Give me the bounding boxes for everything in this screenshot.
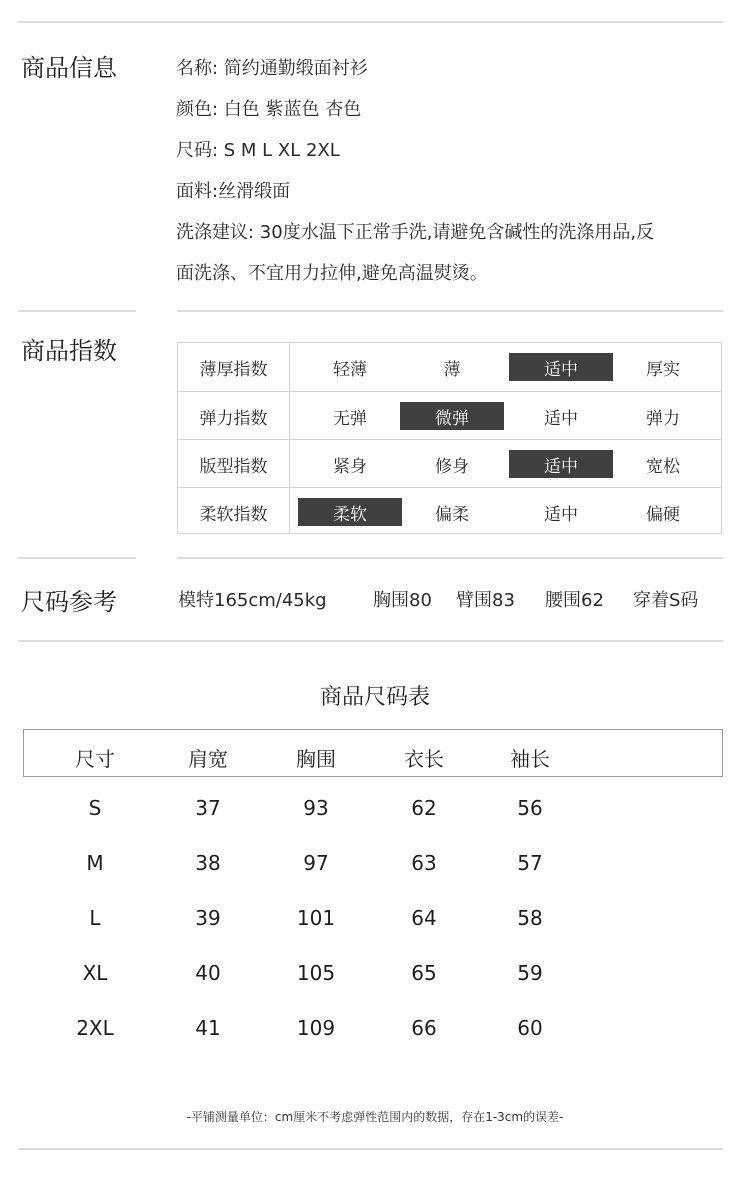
cell-bust: 93: [303, 796, 329, 820]
divider-info-right: [177, 310, 723, 312]
index-option: 轻薄: [333, 359, 367, 380]
index-option: 薄: [443, 359, 461, 380]
cell-size: XL: [82, 961, 108, 985]
cell-size: 2XL: [76, 1016, 114, 1040]
divider-bottom: [18, 1148, 723, 1150]
cell-sleeve: 59: [517, 961, 543, 985]
header-sleeve: 袖长: [510, 747, 550, 771]
cell-shoulder: 38: [195, 851, 221, 875]
cell-shoulder: 39: [195, 906, 221, 930]
index-option: 无弹: [333, 408, 367, 429]
cell-size: S: [88, 796, 102, 820]
size-ref-bust: 胸围80: [373, 590, 432, 611]
section-title-info: 商品信息: [21, 54, 117, 82]
index-option: 宽松: [646, 456, 680, 477]
index-option-selected: 微弹: [400, 402, 504, 430]
divider-ref: [18, 640, 723, 642]
info-wash-line-2: 面洗涤、不宜用力拉伸,避免高温熨烫。: [176, 263, 488, 284]
index-option-selected: 适中: [509, 450, 613, 478]
index-option: 弹力: [646, 408, 680, 429]
cell-sleeve: 57: [517, 851, 543, 875]
size-ref-wear: 穿着S码: [633, 590, 699, 611]
index-option: 修身: [435, 456, 469, 477]
section-title-size-ref: 尺码参考: [21, 588, 117, 616]
index-row-label: 薄厚指数: [199, 359, 268, 380]
cell-sleeve: 56: [517, 796, 543, 820]
info-fabric: 面料:丝滑缎面: [176, 181, 291, 202]
index-option-selected: 适中: [509, 353, 613, 381]
cell-sleeve: 58: [517, 906, 543, 930]
index-option: 适中: [544, 408, 578, 429]
index-row: [178, 391, 721, 440]
info-name: 名称: 简约通勤缎面衬衫: [176, 58, 368, 79]
cell-length: 66: [411, 1016, 437, 1040]
index-grid: [177, 342, 722, 534]
header-length: 衣长: [404, 747, 444, 771]
cell-bust: 105: [296, 961, 336, 985]
size-ref-arm: 臂围83: [456, 590, 515, 611]
info-color: 颜色: 白色 紫蓝色 杏色: [176, 99, 362, 120]
cell-size: L: [89, 906, 101, 930]
cell-bust: 97: [303, 851, 329, 875]
cell-sleeve: 60: [517, 1016, 543, 1040]
size-ref-model: 模特165cm/45kg: [178, 590, 327, 611]
index-row-label: 柔软指数: [199, 504, 268, 525]
info-wash-line-1: 洗涤建议: 30度水温下正常手洗,请避免含碱性的洗涤用品,反: [176, 222, 655, 243]
index-option: 偏柔: [435, 504, 469, 525]
index-option: 适中: [544, 504, 578, 525]
cell-size: M: [86, 851, 104, 875]
size-table-title: 商品尺码表: [319, 685, 430, 710]
cell-bust: 109: [296, 1016, 336, 1040]
cell-length: 63: [411, 851, 437, 875]
size-ref-waist: 腰围62: [545, 590, 604, 611]
cell-bust: 101: [296, 906, 336, 930]
index-option-selected: 柔软: [298, 498, 402, 526]
cell-shoulder: 40: [195, 961, 221, 985]
index-option: 偏硬: [646, 504, 680, 525]
index-row: [178, 343, 721, 391]
divider-index-right: [177, 557, 723, 559]
section-title-index: 商品指数: [21, 337, 117, 365]
cell-length: 64: [411, 906, 437, 930]
index-row: [178, 487, 721, 536]
info-size: 尺码: S M L XL 2XL: [176, 140, 340, 161]
cell-length: 62: [411, 796, 437, 820]
header-size: 尺寸: [75, 747, 115, 771]
index-option: 厚实: [646, 359, 680, 380]
index-row-label: 弹力指数: [199, 408, 268, 429]
header-shoulder: 肩宽: [188, 747, 228, 771]
cell-shoulder: 41: [195, 1016, 221, 1040]
measurement-note: -平铺测量单位：cm厘米不考虑弹性范围内的数据，存在1-3cm的误差-: [186, 1110, 564, 1124]
index-row: [178, 439, 721, 488]
divider-info-left: [18, 310, 136, 312]
index-row-label: 版型指数: [199, 456, 268, 477]
header-bust: 胸围: [296, 747, 336, 771]
divider-top: [18, 21, 723, 23]
divider-index-left: [18, 557, 136, 559]
cell-shoulder: 37: [195, 796, 221, 820]
cell-length: 65: [411, 961, 437, 985]
index-option: 紧身: [333, 456, 367, 477]
